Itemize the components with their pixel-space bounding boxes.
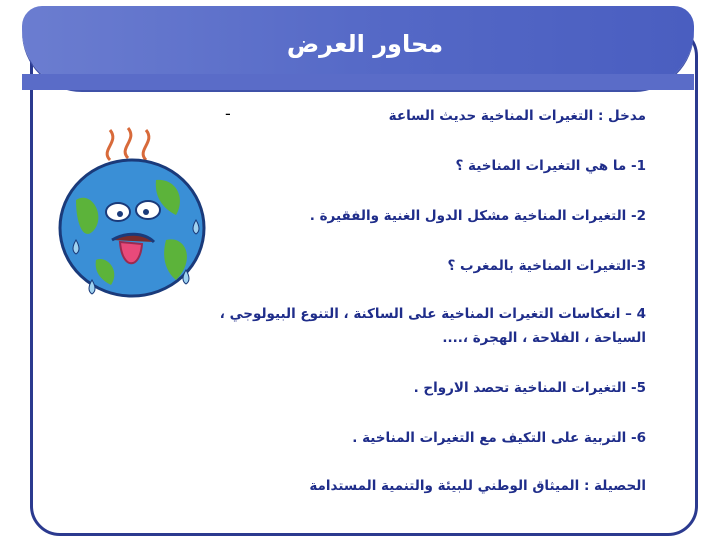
agenda-item-4: 4 – انعكاسات التغيرات المناخية على الساكنة ، التنوع البيولوجي ، xyxy=(219,306,646,322)
agenda-item-6: 6- التربية على التكيف مع التغيرات المناخية . xyxy=(352,430,646,446)
agenda-item-5: 5- التغيرات المناخية تحصد الارواح . xyxy=(413,380,646,396)
agenda-item-4-continued: السياحة ، الفلاحة ، الهجرة ،.... xyxy=(442,330,646,346)
agenda-item-3: 3-التغيرات المناخية بالمغرب ؟ xyxy=(447,258,646,274)
agenda-intro: مدخل : التغيرات المناخية حديث الساعة xyxy=(388,108,646,124)
slide-title: محاور العرض xyxy=(286,30,444,58)
title-banner-stripe xyxy=(22,74,694,90)
agenda-item-1: 1- ما هي التغيرات المناخية ؟ xyxy=(455,158,646,174)
dash-mark: - xyxy=(225,104,231,123)
agenda-summary: الحصيلة : الميثاق الوطني للبيئة والتنمية المستدامة xyxy=(309,478,646,494)
sweating-earth-globe-icon xyxy=(36,120,236,310)
agenda-item-2: 2- التغيرات المناخية مشكل الدول الغنية والفقيرة . xyxy=(309,208,646,224)
